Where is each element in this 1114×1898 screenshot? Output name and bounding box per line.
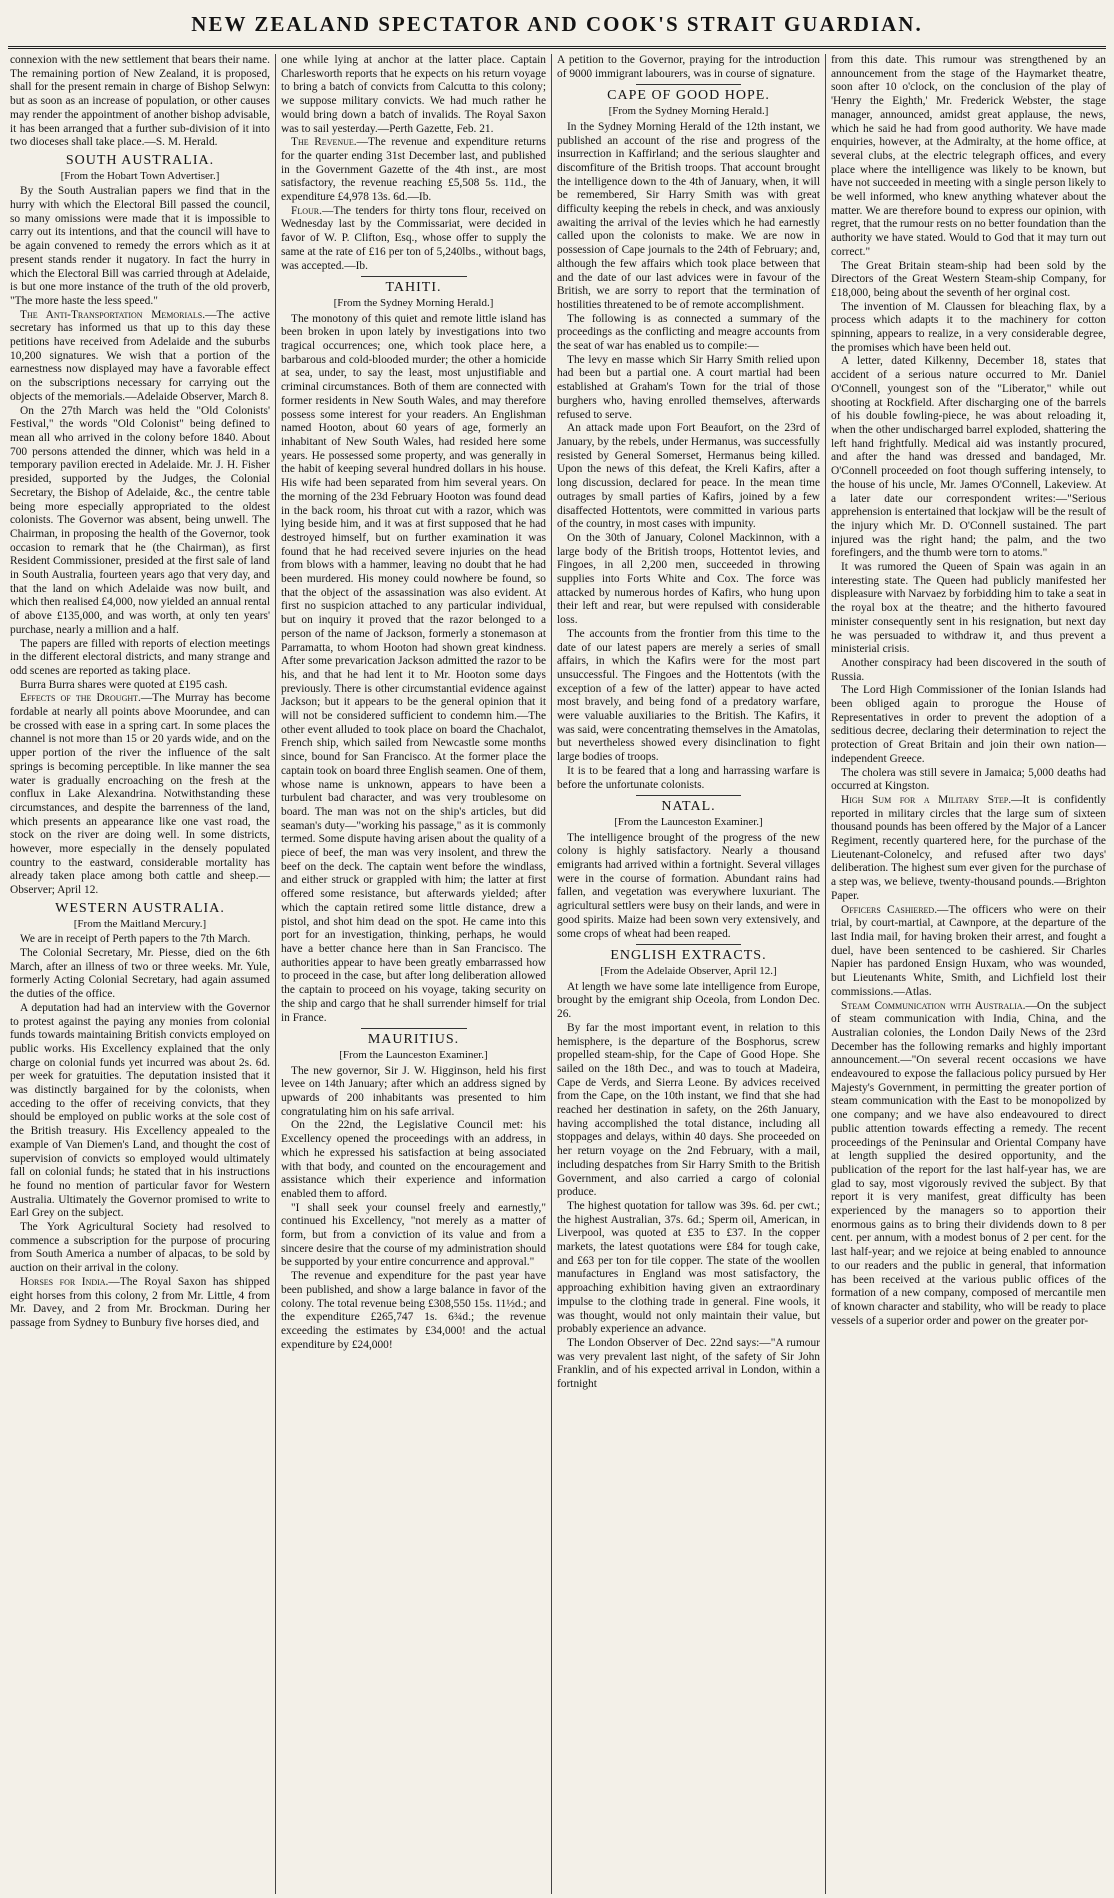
run-in-head: Steam Communication with Australia. bbox=[841, 999, 1026, 1012]
paragraph: On the 22nd, the Legislative Council met: his Excellency opened the proceedings with an address, in which he expressed his satisfaction at being associated with that body, and counted on the encouragement and assistance which their experience and information enabled them to afford. bbox=[281, 1119, 546, 1200]
paragraph: The accounts from the frontier from this time to the date of our latest papers are merely a series of small affairs, in which the Kafirs were for the most part unsuccessful. The Fingoes and the Hottentots (with the exception of a few of the latter) appear to have acted most bravely, and being fond of a predatory warfare, were valuable auxiliaries to the British. The Kafirs, it was said, were concentrating themselves in the Amatolas, but nevertheless showed every disinclination to fight large bodies of troops. bbox=[557, 627, 820, 764]
paragraph-text: —The revenue and expenditure returns for the quarter ending 31st December last, and published in the Government Gazette of the 4th inst., are most satisfactory, the revenue reaching £5,508 5s. 11d., the expenditure £4,978 13s. 6d.—Ib. bbox=[281, 136, 546, 204]
source-line: [From the Sydney Morning Herald.] bbox=[333, 296, 494, 309]
paragraph: connexion with the new settlement that bears their name. The remaining portion of New Zealand, it is proposed, shall for the present remain in charge of Bishop Selwyn: but as soon as an increase of population, or other causes may render the appointment of another bishop advisable, it has been arranged that a further sub-division of it into two dioceses shall take place.—S. M. Herald. bbox=[10, 54, 270, 149]
paragraph bbox=[10, 692, 270, 898]
paragraph: The papers are filled with reports of election meetings in the different electoral districts, and many strange and odd scenes are reported as taking place. bbox=[10, 637, 270, 677]
paragraph bbox=[831, 1000, 1106, 1329]
paragraph: The monotony of this quiet and remote little island has been broken in upon lately by investigations into two tragical occurrences; one, which took place here, a barbarous and cold-blooded murder; the other a homicide at sea, under, to say the least, most unjustifiable and criminal circumstances. Both of them are connected with former residents in New South Wales, and may therefore possess some interest for your readers. An Englishman named Hooton, about 60 years of age, formerly an inhabitant of New South Wales, had resided here some years. He possessed some property, and was generally in the habit of keeping several hundred dollars in his house. His wife had been separated from him several years. On the morning of the 23d February Hooton was found dead in the back room, his throat cut with a razor, which was lying beside him, and it was at first supposed that he had destroyed himself, but on further examination it was found that he had received severe injuries on the head from blows with a hammer, leaving no doubt that he had been murdered. His money could nowhere be found, so that the object of the assassination was also evident. At first no suspicion attached to any particular individual, but on inquiry it proved that the razor belonged to a person of the name of Jackson, formerly a stonemason at Parramatta, to whom Hooton had shown great kindness. After some prevarication Jackson admitted the razor to be his, and that he had lent it to Mr. Hooton some days previously. There is other circumstantial evidence against Jackson; but it appears to be the general opinion that it will not be considered sufficient to condemn him.—The other event alluded to took place on board the Chachalot, French ship, which sailed from Newcastle some months since, bound for San Francisco. At the former place the captain took on board three English seamen. One of them, whose name is unknown, appears to have been a turbulent bad character, and was very troublesome on board. The man was not on the ship's articles, but did seaman's duty—"working his passage," as it is commonly termed. Some dispute having arisen about the quality of a piece of beef, the man was very insolent, and threw the beef on the deck. The captain went before the windlass, and either struck or grappled with him; the latter at first offered some resistance, but afterwards yielded; after which the captain retired some little distance, drew a pistol, and shot him dead on the spot. He came into this port for an investigation, thinking, perhaps, he would have a better chance here than in San Francisco. The authorities appear to have been greatly embarrassed how to proceed in the case, but after long deliberation allowed the captain to proceed on his voyage, taking security on the ship and cargo that he shall surrender himself for trial in France. bbox=[281, 312, 546, 1024]
section-divider bbox=[361, 1028, 467, 1029]
column-rule bbox=[551, 54, 552, 1894]
paragraph-text: —The active secretary has informed us that up to this day these petitions have received from Adelaide and the suburbs 10,200 signatures. We wish that a portion of the earnestness now displayed may have a favorable effect on the subscriptions necessary for carrying out the objects of the memorials.—Adelaide Observer, March 8. bbox=[10, 308, 270, 403]
paragraph bbox=[831, 794, 1106, 904]
paragraph-text: —The officers who were on their trial, by court-martial, at Cawnpore, at the departure of the last India mail, for having broken their arrest, and fought a duel, have been sentenced to be cashiered. Sir Charles Napier has pardoned Ensign Huxam, who was wounded, but Lieutenants White, Smith, and Lichfield lost their commissions.—Atlas. bbox=[831, 903, 1106, 998]
paragraph: The invention of M. Claussen for bleaching flax, by a process which adapts it to the machinery for cotton spinning, appears to realize, in a very considerable degree, the promises which have been held out. bbox=[831, 300, 1106, 354]
paragraph: from this date. This rumour was strengthened by an announcement from the stage of the Haymarket theatre, soon after 10 o'clock, on the conclusion of the play of 'Henry the Eighth,' Mr. Frederick Webster, the stage manager, announced, amidst great applause, the news, which he said he had from good authority. We have made enquiries, however, at the Admiralty, at the home office, at several clubs, at the electric telegraph offices, and every place where the intelligence was likely to be known, but have not succeeded in meeting with a single person likely to be well informed, who knew anything whatever about the matter. We are therefore bound to express our opinion, with regret, that the rumour rests on no better foundation than the authority we have stated. Would to God that it may turn out correct." bbox=[831, 54, 1106, 258]
paragraph: A petition to the Governor, praying for the introduction of 9000 immigrant labourers, was in course of signature. bbox=[557, 54, 820, 80]
paragraph: The following is as connected a summary of the proceedings as the conflicting and meagre accounts from the seat of war has enabled us to compile:— bbox=[557, 312, 820, 353]
run-in-head: Effects of the Drought. bbox=[20, 692, 141, 705]
section-heading: TAHITI. bbox=[385, 280, 442, 296]
paragraph: On the 27th March was held the "Old Colonists' Festival," the words "Old Colonist" being defined to mean all who arrived in the colony before 1840. About 700 persons attended the dinner, which was held in a temporary pavilion erected in Adelaide. Mr. J. H. Fisher presided, supported by the Judges, the Colonial Secretary, the Bishop of Adelaide, &c., the centre table being more especially appropriated to the oldest colonists. The Governor was absent, being unwell. The Chairman, in proposing the health of the Governor, took occasion to remark that he (the Chairman), as first Resident Commissioner, presided at the first sale of land in South Australia, fourteen years ago that very day, and that the land on which Adelaide was now built, and which then realised £4,000, now yielded an annual rental of above £135,000, and was worth, at only ten years' purchase, nearly a million and a half. bbox=[10, 404, 270, 636]
section-divider bbox=[636, 944, 741, 945]
run-in-head: Horses for India. bbox=[20, 1275, 109, 1288]
paragraph bbox=[281, 136, 546, 205]
masthead: NEW ZEALAND SPECTATOR AND COOK'S STRAIT GUARDIAN. bbox=[191, 12, 923, 36]
section-divider bbox=[636, 795, 741, 796]
paragraph: The cholera was still severe in Jamaica; 5,000 deaths had occurred at Kingston. bbox=[831, 766, 1106, 793]
paragraph: "I shall seek your counsel freely and earnestly," continued his Excellency, "not merely as a matter of form, but from a conviction of its value and from a sincere desire that the course of my administration should be supported by your entire concurrence and approval." bbox=[281, 1201, 546, 1269]
run-in-head: The Revenue. bbox=[291, 136, 357, 149]
paragraph: Burra Burra shares were quoted at £195 cash. bbox=[20, 678, 228, 691]
paragraph: By far the most important event, in relation to this hemisphere, is the departure of the Bosphorus, screw propelled steam-ship, for the Cape of Good Hope. She sailed on the 18th Dec., and was to touch at Madeira, Cape de Verds, and Sierra Leone. By advices received from the Cape, on the 10th instant, we find that she had reached her destination in safety, on the 26th January, having accomplished the total distance, including all stoppages and delays, within 40 days. She proceeded on her return voyage on the 2nd February, with a mail, including despatches from Sir Harry Smith to the British Government, and also carried a cargo of colonial produce. bbox=[557, 1021, 820, 1199]
source-line: [From the Launceston Examiner.] bbox=[614, 815, 763, 828]
paragraph bbox=[831, 904, 1106, 1000]
column-rule bbox=[275, 54, 276, 1894]
column-2 bbox=[281, 54, 546, 1894]
column-1 bbox=[10, 54, 270, 1894]
paragraph: By the South Australian papers we find that in the hurry with which the Electoral Bill passed the council, so many omissions were made that it is impossible to carry out its intentions, and that the council will have to be again convened to remedy the errors which as it at present stands render it nugatory. In fact the hurry in which the Electoral Bill was carried through at Adelaide, is but one more instance of the truth of the old proverb, "The more haste the less speed." bbox=[10, 185, 270, 307]
source-line: [From the Hobart Town Advertiser.] bbox=[60, 169, 220, 182]
section-heading: WESTERN AUSTRALIA. bbox=[55, 900, 225, 916]
paragraph: The levy en masse which Sir Harry Smith relied upon had been but a partial one. A court martial had been established at Graham's Town for the trial of those burghers who, having enrolled themselves, afterwards refused to serve. bbox=[557, 353, 820, 421]
paragraph: The revenue and expenditure for the past year have been published, and show a large balance in favor of the colony. The total revenue being £308,550 15s. 11½d.; and the expenditure £265,747 1s. 6¾d.; the revenue exceeding the estimates by £34,000! and the actual expenditure by £24,000! bbox=[281, 1270, 546, 1351]
paragraph: An attack made upon Fort Beaufort, on the 23rd of January, by the rebels, under Hermanus, was successfully resisted by General Somerset, Hermanus being killed. Upon the news of this defeat, the Kreli Kafirs, after a long discussion, declared for peace. In the mean time outrages by small parties of Kafirs, joined by a few disaffected Hottentots, were committed in various parts of the country, in most cases with impunity. bbox=[557, 422, 820, 531]
run-in-head: The Anti-Transportation Memorials. bbox=[20, 308, 206, 321]
paragraph: On the 30th of January, Colonel Mackinnon, with a large body of the British troops, Hottentot levies, and Fingoes, in all 2,200 men, succeeded in throwing supplies into Forts White and Cox. The force was attacked by numerous hordes of Kafirs, who hung upon their left and rear, but were repulsed with considerable loss. bbox=[557, 531, 820, 627]
paragraph: The new governor, Sir J. W. Higginson, held his first levee on 14th January; after which an address signed by upwards of 200 inhabitants was presented to him congratulating him on his safe arrival. bbox=[281, 1064, 546, 1118]
paragraph: In the Sydney Morning Herald of the 12th instant, we published an account of the rise and progress of the insurrection in Kaffirland; and the serious slaughter and discomfiture of the British troops. That account brought the intelligence down to the 4th of January, when, it will be remembered, Sir Harry Smith was with great difficulty keeping the rebels in check, and was anxiously awaiting the arrival of the levies which he had earnestly called upon the colonists to make. We are now in possession of Cape journals to the 24th of February; and, although the few affairs which took place between that and the date of our last advices were in favour of the British, we are sorry to report that the termination of hostilities threatened to be of remote accomplishment. bbox=[557, 120, 820, 311]
paragraph: The highest quotation for tallow was 39s. 6d. per cwt.; the highest Australian, 37s. 6d.; Sperm oil, American, in Liverpool, was quoted at £35 to £37. In the copper markets, the latest quotations were £84 for tough cake, and £63 per ton for tile copper. The state of the woollen manufactures in England was most satisfactory, the approaching exhibition having given an extraordinary impulse to the clothing trade in general. Fine wools, it was thought, would not only maintain their value, but probably experience an advance. bbox=[557, 1199, 820, 1336]
paragraph: one while lying at anchor at the latter place. Captain Charlesworth reports that he expects on his return voyage to bring a batch of convicts from Calcutta to this colony; we suppose military convicts. We had much rather he would bring down a batch of invalids. The Royal Saxon was to sail yesterday.—Perth Gazette, Feb. 21. bbox=[281, 54, 546, 135]
source-line: [From the Maitland Mercury.] bbox=[73, 917, 207, 930]
section-heading: MAURITIUS. bbox=[367, 1032, 460, 1048]
paragraph bbox=[10, 309, 270, 405]
paragraph: It is to be feared that a long and harrassing warfare is before the unfortunate colonists. bbox=[557, 764, 820, 791]
section-heading: CAPE OF GOOD HOPE. bbox=[607, 88, 770, 104]
paragraph: The intelligence brought of the progress of the new colony is highly satisfactory. Nearly a thousand emigrants had arrived within a fortnight. Several villages were in the course of formation. Abundant rains had fallen, and vegetation was everywhere luxuriant. The agricultural settlers were busy on their lands, and were in good spirits. Maize had been sown very extensively, and some crops of wheat had been reaped. bbox=[557, 831, 820, 940]
paragraph: The Great Britain steam-ship had been sold by the Directors of the Great Western Steam-ship Company, for £18,000, being about the seventh of her orginal cost. bbox=[831, 259, 1106, 299]
source-line: [From the Adelaide Observer, April 12.] bbox=[600, 965, 777, 977]
section-divider bbox=[361, 276, 467, 277]
source-line: [From the Launceston Examiner.] bbox=[339, 1048, 488, 1061]
paragraph: We are in receipt of Perth papers to the 7th March. bbox=[20, 933, 251, 946]
paragraph: The Colonial Secretary, Mr. Piesse, died on the 6th March, after an illness of two or three weeks. Mr. Yule, formerly Acting Colonial Secretary, had again assumed the duties of the office. bbox=[10, 947, 270, 1001]
section-divider bbox=[636, 84, 741, 85]
section-heading: NATAL. bbox=[661, 799, 716, 815]
paragraph bbox=[10, 1276, 270, 1331]
section-heading: ENGLISH EXTRACTS. bbox=[610, 948, 767, 964]
source-line: [From the Sydney Morning Herald.] bbox=[608, 105, 769, 118]
masthead-rule bbox=[8, 46, 1106, 49]
paragraph: At length we have some late intelligence from Europe, brought by the emigrant ship Oceola, from London Dec. 26. bbox=[557, 980, 820, 1021]
paragraph-text: —The Murray has become fordable at nearly all points above Moorundee, and can be crossed with ease in a spring cart. In some places the channel is not more than 15 or 20 yards wide, and on the upper portion of the river the influence of the salt springs is becoming perceptible. In like manner the sea water is gradually encroaching on the fresh at the conflux in Lake Alexandrina. Notwithstanding these circumstances, and despite the barrenness of the land, which presents an appearance like one vast road, the stock on the river are doing well. In some districts, however, more especially in the densely populated country to the eastward, considerable mortality has already taken place among both cattle and sheep.—Observer; April 12. bbox=[10, 692, 270, 897]
paragraph: The London Observer of Dec. 22nd says:—"A rumour was very prevalent last night, of the safety of Sir John Franklin, and of his expected arrival in London, within a fortnight bbox=[557, 1336, 820, 1391]
paragraph: It was rumored the Queen of Spain was again in an interesting state. The Queen had publicly manifested her displeasure with Narvaez by forbidding him to take a seat in the royal box at the theatre; and the hitherto favoured minister consequently sent in his resignation, but next day he was persuaded to withdraw it, and thus prevent a ministerial crisis. bbox=[831, 561, 1106, 656]
paragraph: Another conspiracy had been discovered in the south of Russia. bbox=[831, 656, 1106, 683]
paragraph-text: —It is confidently reported in military circles that the large sum of sixteen thousand pounds has been offered by the Major of a Lancer Regiment, recently quartered here, for the purchase of the Lieutenant-Colonelcy, and refused after two days' deliberation. The highest sum ever given for the purchase of a step was, we believe, twenty-thousand pounds.—Brighton Paper. bbox=[831, 793, 1106, 902]
section-heading: SOUTH AUSTRALIA. bbox=[65, 152, 215, 168]
paragraph-text: —On the subject of steam communication with India, China, and the Australian colonies, the London Daily News of the 23rd December has the following remarks and highly important announcement.—"On several recent occasions we have endeavoured to expose the fallacious policy pursued by Her Majesty's Government, in permitting the greater portion of steam communication with the East to be monopolized by one company; and we have also endeavoured to direct public attention towards effecting a remedy. The recent proceedings of the Peninsular and Oriental Company have at length supplied the desired opportunity, and the publication of the report for the last half-year has, we are glad to say, most vigorously revived the subject. By that report it is very manifest, great difficulty has been experienced by the managers so to apportion their enormous gains as to bring their dividends down to 8 per cent. per annum, with a modest bonus of 2 per cent. for the last half-year; and we rejoice at being enabled to announce to our readers and the public in general, that information has been received at the various public offices of the formation of a new company, composed of mercantile men of known character and stability, who will be ready to place vessels of a superior order and power on the greater por- bbox=[831, 999, 1106, 1327]
run-in-head: Officers Cashiered. bbox=[841, 903, 938, 916]
column-rule bbox=[825, 54, 826, 1894]
column-4 bbox=[831, 54, 1106, 1894]
paragraph: The Lord High Commissioner of the Ionian Islands had been obliged again to prorogue the House of Representatives in order to prevent the adoption of a seditious decree, declaring their determination to reject the protection of Great Britain and join their own nation—independent Greece. bbox=[831, 684, 1106, 765]
run-in-head: Flour. bbox=[291, 204, 322, 217]
paragraph: The York Agricultural Society had resolved to commence a subscription for the purpose of procuring from South America a number of alpacas, to be sold by auction on their arrival in the colony. bbox=[10, 1221, 270, 1275]
paragraph: A letter, dated Kilkenny, December 18, states that accident of a serious nature occurred to Mr. Daniel O'Connell, youngest son of the "Liberator," while out shooting at Rockfield. After discharging one of the barrels of his double fowling-piece, he was about reloading it, when the other undischarged barrel exploded, shattering the left hand frightfully. Medical aid was instantly procured, and after the hand was dressed and bandaged, Mr. O'Connell proceeded on foot though suffering intensely, to the house of his uncle, Mr. James O'Connell, Lakeview. At a later date our correspondent writes:—"Serious apprehension is entertained that lockjaw will be the result of the injury which Mr. D. O'Connell sustained. The part injured was the right hand; the palm, and the two forefingers, and the thumb were torn to atoms." bbox=[831, 355, 1106, 560]
column-3 bbox=[557, 54, 820, 1894]
paragraph bbox=[281, 205, 546, 274]
paragraph-text: —The Royal Saxon has shipped eight horses from this colony, 2 from Mr. Little, 4 from Mr. Davey, and 2 from Mr. Brockman. During her passage from Sydney to Bunbury five horses died, and bbox=[10, 1275, 270, 1329]
paragraph-text: —The tenders for thirty tons flour, received on Wednesday last by the Commissariat, were decided in favor of W. P. Clifton, Esq., whose offer to supply the same at the rate of £16 per ton of 5,240lbs., without bags, was accepted.—Ib. bbox=[281, 204, 546, 272]
paragraph: A deputation had had an interview with the Governor to protest against the paying any monies from colonial funds towards maintaining British convicts employed on public works. His Excellency explained that the only charge on colonial funds yet incurred was about 2s. 6d. per week for gratuities. The deputation insisted that it was distinctly bargained for by the colonists, when acceding to the offer of receiving convicts, that they should be employed on public works at the sole cost of the British treasury. His Excellency appealed to the example of Van Diemen's Land, and thought the cost of supervision of convicts so employed would ultimately fall on colonial funds; he stated that in his instructions he found no mention of particular favor for Western Australia. Ultimately the Governor promised to write to Earl Grey on the subject. bbox=[10, 1001, 270, 1220]
run-in-head: High Sum for a Military Step. bbox=[841, 793, 1012, 806]
